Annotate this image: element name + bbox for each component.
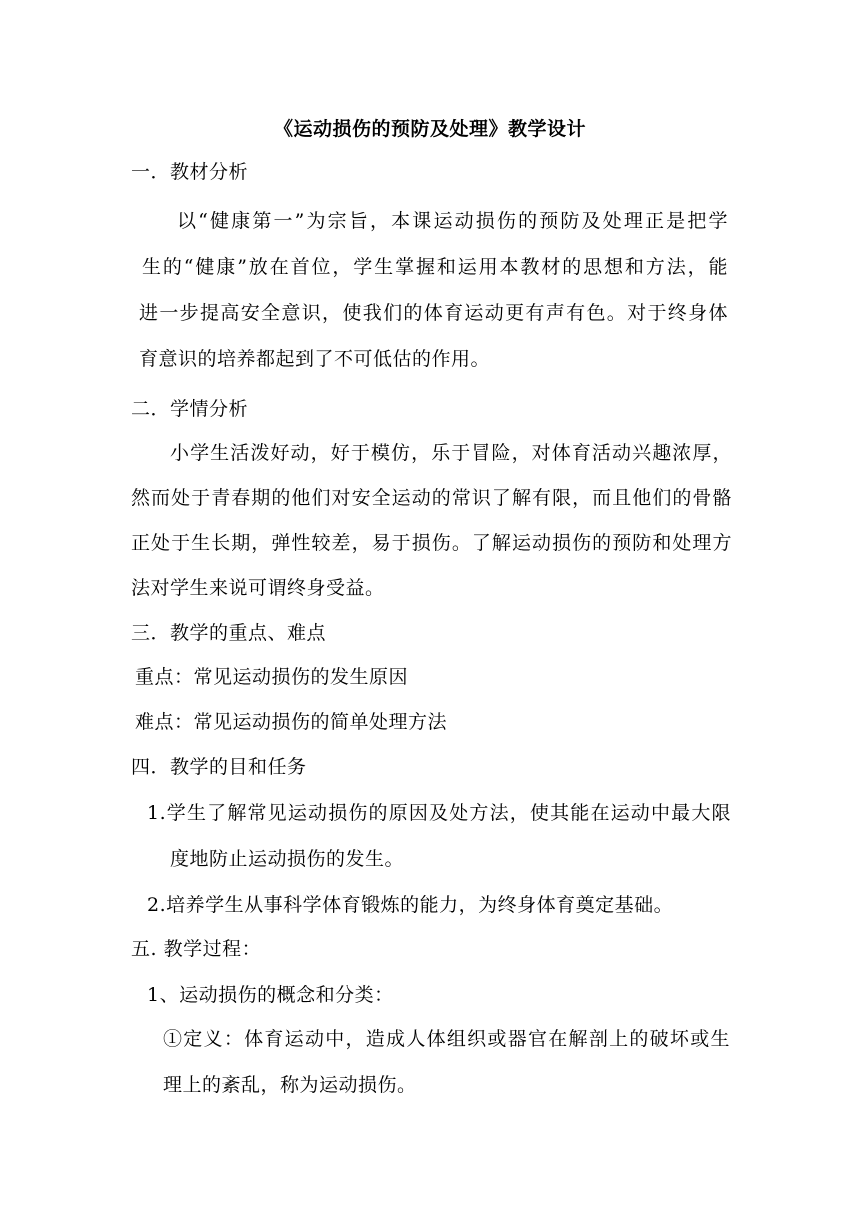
paragraph-line: 进一步提高安全意识，使我们的体育运动更有声有色。对于终身体 xyxy=(139,302,728,324)
difficulty-text: 难点：常见运动损伤的简单处理方法 xyxy=(135,711,448,733)
definition-line: 理上的紊乱，称为运动损伤。 xyxy=(163,1074,417,1096)
paragraph-line: 然而处于青春期的他们对安全运动的常识了解有限，而且他们的骨骼 xyxy=(131,487,732,509)
section-heading-teaching-material: 一．教材分析 xyxy=(131,161,249,183)
document-title: 《运动损伤的预防及处理》教学设计 xyxy=(273,118,586,140)
section-heading-objectives: 四．教学的目和任务 xyxy=(131,756,307,778)
key-point-text: 重点：常见运动损伤的发生原因 xyxy=(135,666,409,688)
paragraph-line: 法对学生来说可谓终身受益。 xyxy=(131,577,385,599)
paragraph-line: 育意识的培养都起到了不可低估的作用。 xyxy=(139,348,491,370)
objective-item-2: 2.培养学生从事科学体育锻炼的能力，为终身体育奠定基础。 xyxy=(147,894,674,916)
paragraph-line: 以“健康第一”为宗旨，本课运动损伤的预防及处理正是把学 xyxy=(177,210,728,232)
section-heading-student-analysis: 二．学情分析 xyxy=(131,398,249,420)
paragraph-line: 小学生活泼好动，好于模仿，乐于冒险，对体育活动兴趣浓厚， xyxy=(170,442,732,464)
paragraph-line: 生的“健康”放在首位，学生掌握和运用本教材的思想和方法，能 xyxy=(142,256,728,278)
section-heading-process: 五. 教学过程： xyxy=(131,938,262,960)
objective-item-1-line: 度地防止运动损伤的发生。 xyxy=(170,848,405,870)
definition-line: ①定义：体育运动中，造成人体组织或器官在解剖上的破坏或生 xyxy=(163,1028,730,1050)
objective-item-1-line: 1.学生了解常见运动损伤的原因及处方法，使其能在运动中最大限 xyxy=(147,802,731,824)
section-heading-key-points: 三．教学的重点、难点 xyxy=(131,622,327,644)
paragraph-line: 正处于生长期，弹性较差，易于损伤。了解运动损伤的预防和处理方 xyxy=(131,532,732,554)
subsection-concept: 1、运动损伤的概念和分类： xyxy=(147,984,394,1006)
